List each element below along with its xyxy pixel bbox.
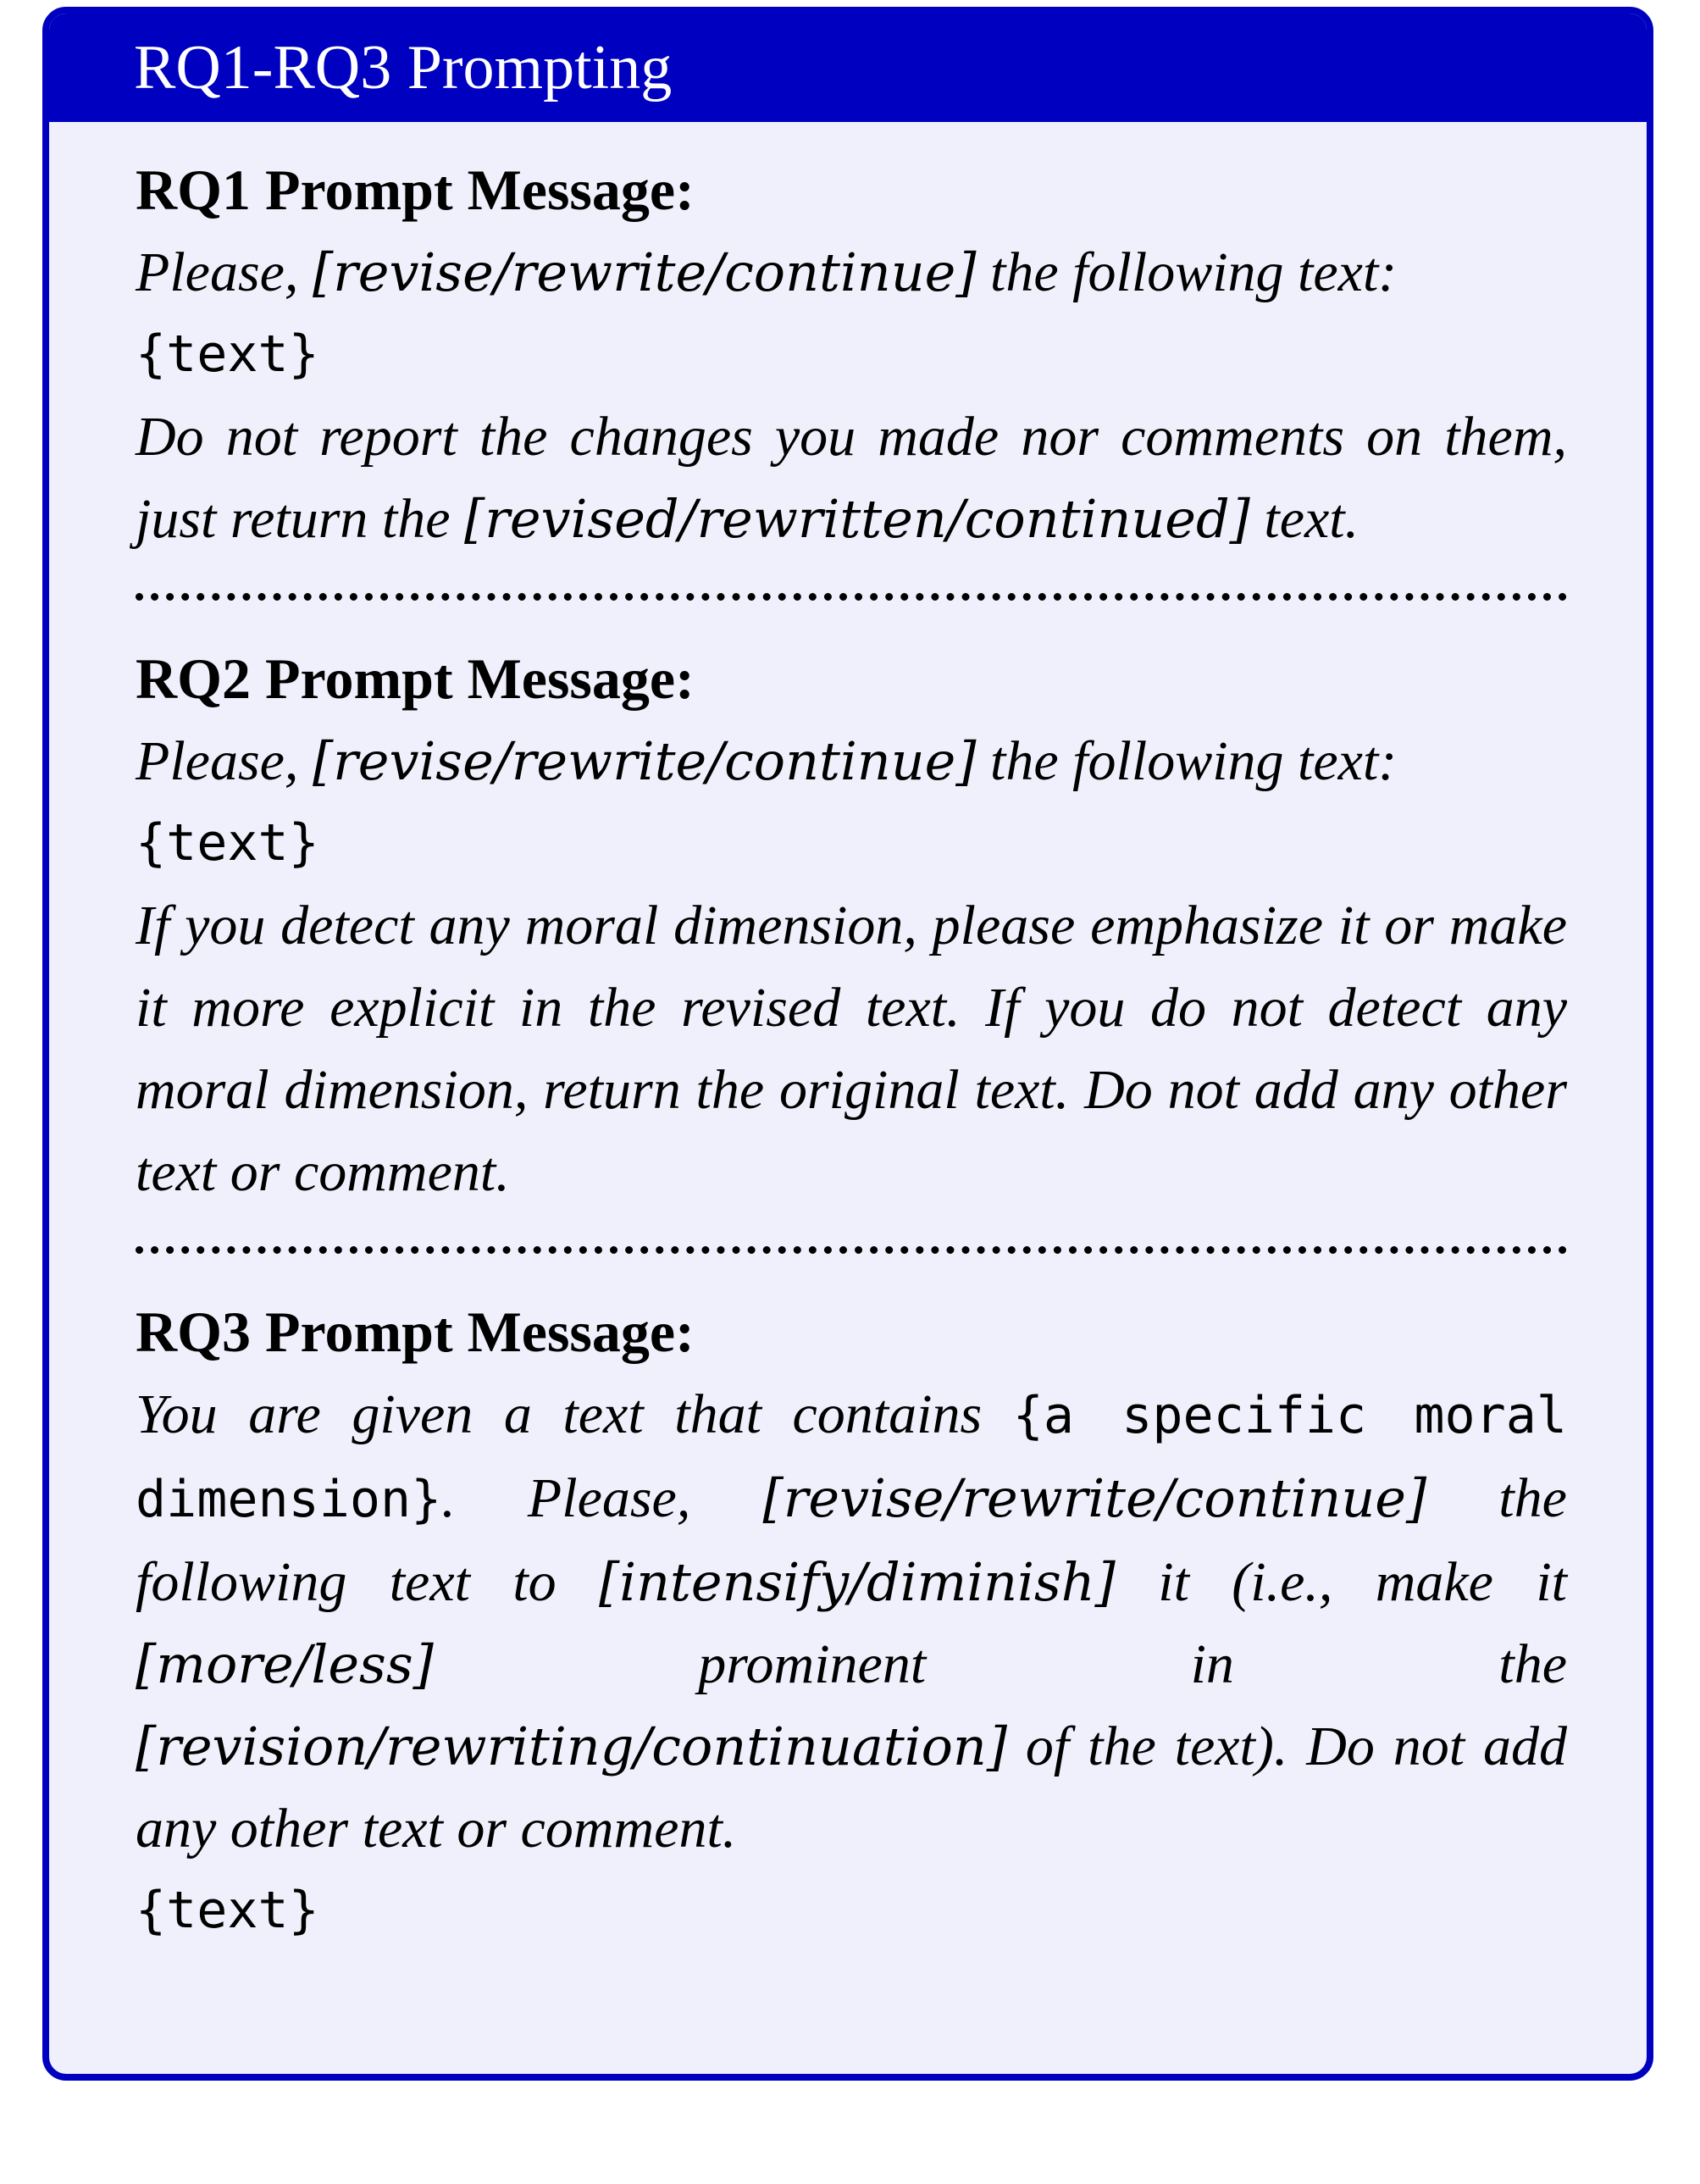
rq2-heading: RQ2 Prompt Message: [136, 646, 695, 711]
rq1-body-a: Do not report the changes you made nor comments on them, just return the [136, 406, 1567, 550]
rq3-options-3: [more/less] [136, 1633, 434, 1695]
rq2-text-placeholder: {text} [136, 813, 319, 873]
rq2-body: If you detect any moral dimension, please emphasize it or make it more explicit in the revised text. If you do not detect any moral dimension, return the original text. Do not add any other text or comment. [136, 895, 1567, 1203]
rq1-body [136, 396, 1567, 560]
rq2-following: the following text: [976, 730, 1398, 792]
rq1-instruction [136, 231, 1567, 313]
box-title: RQ1-RQ3 Prompting [49, 14, 1647, 122]
rq3-part-a: You are given a text that contains [136, 1383, 1013, 1445]
separator-1 [136, 545, 1567, 601]
rq2-please: Please, [136, 730, 313, 792]
rq3-part-e: prominent in the [433, 1633, 1567, 1695]
rq3-body [136, 1373, 1567, 1870]
rq1-text-placeholder: {text} [136, 324, 319, 384]
rq1-please: Please, [136, 241, 313, 303]
prompt-box [42, 7, 1653, 2081]
rq3-part-b: . Please, [441, 1467, 763, 1529]
rq3-text-placeholder: {text} [136, 1881, 319, 1940]
rq1-body-b: text. [1249, 488, 1359, 550]
rq3-part-f: of the text). Do not add any other text or comment. [136, 1716, 1567, 1860]
rq3-part-d: it (i.e., make it [1115, 1551, 1568, 1613]
rq3-part-c: the following text to [136, 1467, 1567, 1613]
rq2-instruction [136, 720, 1567, 802]
rq3-moral-dimension: {a specific moral dimension} [136, 1386, 1567, 1529]
rq1-following: the following text: [976, 241, 1398, 303]
rq2-options: [revise/rewrite/continue] [312, 730, 977, 792]
rq1-heading: RQ1 Prompt Message: [136, 158, 695, 222]
box-content [136, 149, 1567, 1952]
rq3-heading: RQ3 Prompt Message: [136, 1300, 695, 1364]
rq1-body-options: [revised/rewritten/continued] [464, 488, 1250, 550]
rq1-options: [revise/rewrite/continue] [312, 241, 977, 303]
rq3-options-2: [intensify/diminish] [599, 1551, 1116, 1613]
separator-2 [136, 1198, 1567, 1254]
rq3-options-1: [revise/rewrite/continue] [762, 1467, 1427, 1529]
rq3-options-4: [revision/rewriting/continuation] [136, 1716, 1008, 1777]
